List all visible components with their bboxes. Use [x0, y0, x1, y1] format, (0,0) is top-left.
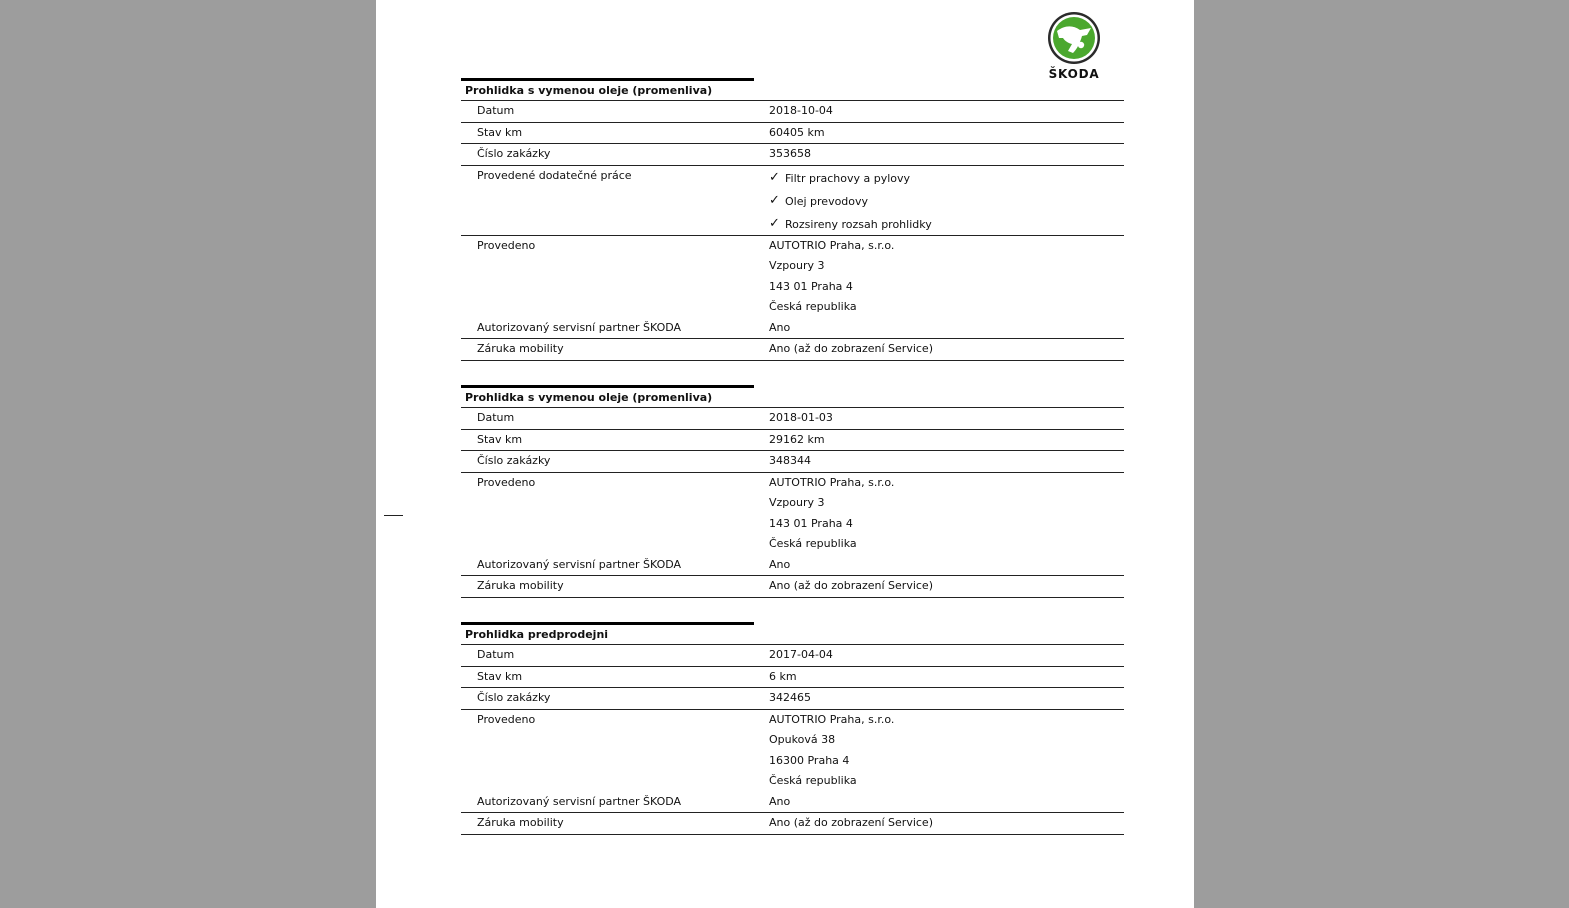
row-datum — [461, 101, 1124, 123]
work-item: ✓ Rozsireny rozsah prohlidky — [769, 215, 932, 231]
row-cislo-zakazky — [461, 451, 1124, 473]
address-line: AUTOTRIO Praha, s.r.o. — [769, 238, 895, 252]
row-stav-km — [461, 430, 1124, 452]
address-line: 16300 Praha 4 — [769, 753, 850, 767]
document-page — [376, 0, 1194, 908]
label-datum: Datum — [477, 104, 515, 117]
section-title: Prohlidka s vymenou oleje (promenliva) — [461, 388, 1124, 408]
value-provedeno — [769, 710, 1124, 792]
value-stav-km: 60405 km — [769, 125, 825, 139]
section-title: Prohlidka predprodejni — [461, 625, 1124, 645]
address-line: 143 01 Praha 4 — [769, 516, 853, 530]
label-stav-km: Stav km — [477, 432, 523, 446]
row-zaruka-mobility — [461, 813, 1124, 835]
value-datum: 2018-01-03 — [769, 411, 833, 424]
row-servisni-partner — [461, 792, 1124, 814]
value-provedeno — [769, 473, 1124, 555]
row-dodatecne-prace — [461, 166, 1124, 236]
row-provedeno — [461, 473, 1124, 555]
row-zaruka-mobility — [461, 339, 1124, 361]
label-zaruka-mobility: Záruka mobility — [477, 342, 564, 355]
value-zaruka-mobility: Ano (až do zobrazení Service) — [769, 579, 933, 592]
value-datum: 2017-04-04 — [769, 648, 833, 661]
address-line: Opuková 38 — [769, 733, 836, 746]
row-provedeno — [461, 236, 1124, 318]
label-cislo-zakazky: Číslo zakázky — [477, 691, 551, 704]
label-cislo-zakazky: Číslo zakázky — [477, 454, 551, 467]
label-servisni-partner: Autorizovaný servisní partner ŠKODA — [477, 320, 682, 334]
label-stav-km: Stav km — [477, 125, 523, 139]
section-title: Prohlidka s vymenou oleje (promenliva) — [461, 81, 1124, 101]
checkmark-icon: ✓ — [769, 215, 780, 231]
label-stav-km: Stav km — [477, 669, 523, 683]
value-stav-km: 6 km — [769, 669, 797, 683]
checkmark-icon: ✓ — [769, 169, 780, 185]
address-line: Vzpoury 3 — [769, 259, 825, 272]
value-cislo-zakazky: 348344 — [769, 454, 811, 467]
label-provedeno: Provedeno — [477, 475, 536, 489]
label-servisni-partner: Autorizovaný servisní partner ŠKODA — [477, 557, 682, 571]
value-cislo-zakazky: 353658 — [769, 147, 811, 160]
label-datum: Datum — [477, 648, 515, 661]
service-record-3 — [461, 622, 1124, 835]
work-item: ✓ Olej prevodovy — [769, 192, 869, 208]
label-cislo-zakazky: Číslo zakázky — [477, 147, 551, 160]
address-line: AUTOTRIO Praha, s.r.o. — [769, 475, 895, 489]
row-zaruka-mobility — [461, 576, 1124, 598]
skoda-emblem-icon — [1047, 11, 1101, 65]
value-servisni-partner: Ano — [769, 320, 791, 334]
value-cislo-zakazky: 342465 — [769, 691, 811, 704]
row-datum — [461, 408, 1124, 430]
skoda-logo — [1040, 11, 1108, 81]
address-line: AUTOTRIO Praha, s.r.o. — [769, 712, 895, 726]
row-cislo-zakazky — [461, 144, 1124, 166]
address-line: Česká republika — [769, 537, 857, 550]
skoda-wordmark: ŠKODA — [1048, 67, 1100, 81]
value-stav-km: 29162 km — [769, 432, 825, 446]
label-servisni-partner: Autorizovaný servisní partner ŠKODA — [477, 794, 682, 808]
value-dodatecne-prace — [769, 166, 1124, 235]
address-line: Česká republika — [769, 300, 857, 313]
label-provedeno: Provedeno — [477, 238, 536, 252]
address-line: Vzpoury 3 — [769, 496, 825, 509]
address-line: Česká republika — [769, 774, 857, 787]
label-datum: Datum — [477, 411, 515, 424]
row-cislo-zakazky — [461, 688, 1124, 710]
work-item: ✓ Filtr prachovy a pylovy — [769, 169, 911, 185]
value-servisni-partner: Ano — [769, 794, 791, 808]
row-servisni-partner — [461, 318, 1124, 340]
label-zaruka-mobility: Záruka mobility — [477, 816, 564, 829]
value-zaruka-mobility: Ano (až do zobrazení Service) — [769, 816, 933, 829]
value-datum: 2018-10-04 — [769, 104, 833, 117]
label-provedeno: Provedeno — [477, 712, 536, 726]
row-servisni-partner — [461, 555, 1124, 577]
margin-dash — [384, 515, 403, 516]
row-provedeno — [461, 710, 1124, 792]
row-stav-km — [461, 667, 1124, 689]
value-zaruka-mobility: Ano (až do zobrazení Service) — [769, 342, 933, 355]
value-provedeno — [769, 236, 1124, 318]
service-record-1 — [461, 78, 1124, 361]
label-dodatecne-prace: Provedené dodatečné práce — [477, 168, 632, 182]
service-record-2 — [461, 385, 1124, 598]
row-stav-km — [461, 123, 1124, 145]
address-line: 143 01 Praha 4 — [769, 279, 853, 293]
row-datum — [461, 645, 1124, 667]
label-zaruka-mobility: Záruka mobility — [477, 579, 564, 592]
checkmark-icon: ✓ — [769, 192, 780, 208]
value-servisni-partner: Ano — [769, 557, 791, 571]
